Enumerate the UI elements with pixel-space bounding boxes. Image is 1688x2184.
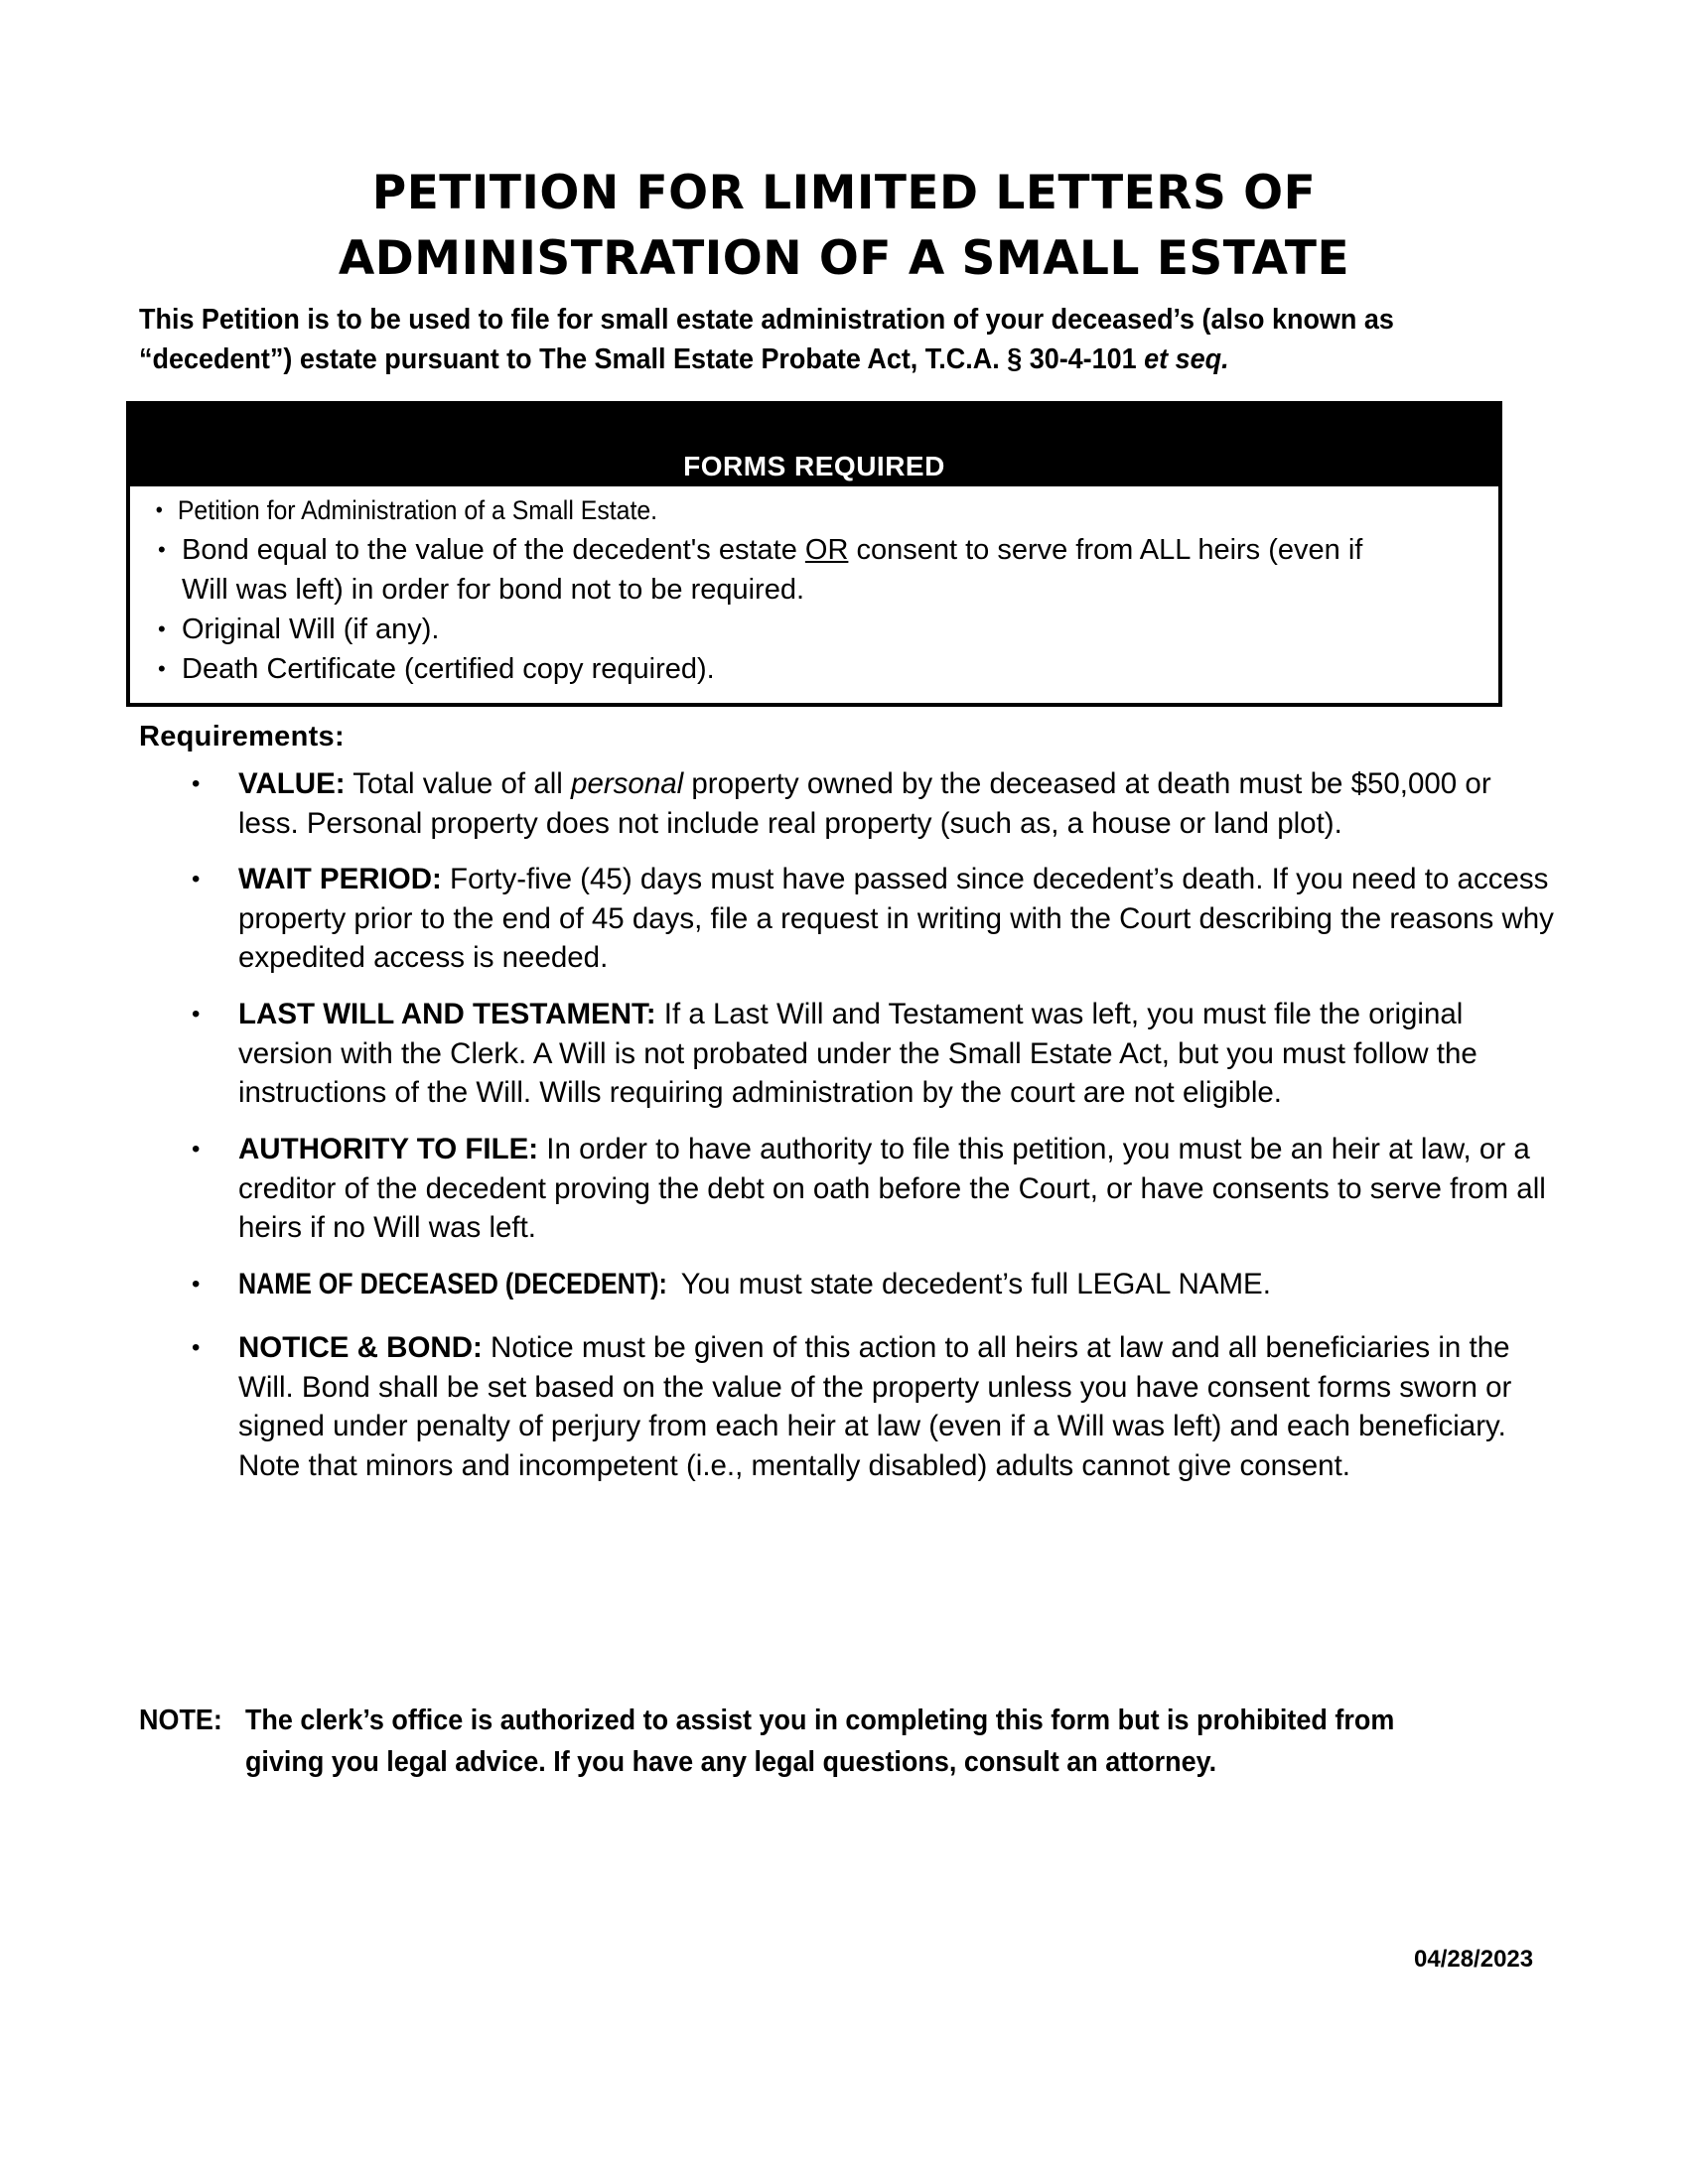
requirements-heading: Requirements:	[139, 721, 345, 752]
bullet-icon: •	[192, 770, 201, 797]
forms-item: • Petition for Administration of a Small Estate.	[130, 490, 1311, 530]
forms-required-header	[130, 405, 1498, 486]
requirement-wait-period: • WAIT PERIOD: Forty-five (45) days must have passed since decedent’s death. If you need to access property prior to the end of 45 days, file a request in writing with the Court describing the reasons why expedited access is needed.	[238, 860, 1559, 978]
title-line-1: PETITION FOR LIMITED LETTERS OF	[371, 166, 1317, 220]
intro-text: This Petition is to be used to file for small estate administration of your deceased’s (also known as “decedent”) estate pursuant to The Small Estate Probate Act, T.C.A. § 30-4-101	[139, 304, 1394, 375]
forms-item: • Death Certificate (certified copy required).	[130, 649, 1413, 689]
forms-required-title: FORMS REQUIRED	[683, 451, 945, 481]
forms-required-list	[130, 486, 1498, 689]
bullet-icon: •	[192, 866, 201, 892]
forms-required-box	[126, 401, 1502, 707]
intro-italic: et seq.	[1144, 343, 1229, 375]
bullet-icon: •	[158, 537, 166, 562]
requirement-authority: • AUTHORITY TO FILE: In order to have authority to file this petition, you must be an heir at law, or a creditor of the decedent proving the debt on oath before the Court, or have consents to serve from all heirs if no Will was left.	[238, 1130, 1559, 1248]
bullet-icon: •	[158, 616, 166, 641]
forms-item: • Original Will (if any).	[130, 610, 1413, 649]
bullet-icon: •	[155, 497, 163, 522]
bullet-icon: •	[192, 1136, 201, 1162]
bullet-icon: •	[158, 656, 166, 681]
title-line-2: ADMINISTRATION OF A SMALL ESTATE	[338, 231, 1350, 286]
page-title	[0, 161, 1688, 292]
bullet-icon: •	[192, 1001, 201, 1027]
note-label: NOTE:	[139, 1705, 222, 1736]
note-text: The clerk’s office is authorized to assist you in completing this form but is prohibited from giving you legal advice. If you have any legal questions, consult an attorney.	[244, 1705, 1395, 1778]
intro-paragraph	[139, 300, 1469, 379]
forms-item: • Bond equal to the value of the decedent's estate OR consent to serve from ALL heirs (even if Will was left) in order for bond not to be required.	[130, 530, 1413, 610]
bullet-icon: •	[192, 1334, 201, 1361]
requirement-name-of-deceased: • NAME OF DECEASED (DECEDENT): You must state decedent’s full LEGAL NAME.	[238, 1265, 1559, 1304]
requirement-value: • VALUE: Total value of all personal property owned by the deceased at death must be $50,000 or less. Personal property does not include real property (such as, a house or land plot).	[238, 764, 1559, 843]
bullet-icon: •	[192, 1271, 201, 1297]
requirement-notice-bond: • NOTICE & BOND: Notice must be given of this action to all heirs at law and all beneficiaries in the Will. Bond shall be set based on the value of the property unless you have consent forms sworn or signed under penalty of perjury from each heir at law (even if a Will was left) and each beneficiary. Note that minors and incompetent (i.e., mentally disabled) adults cannot give consent.	[238, 1328, 1559, 1485]
requirement-last-will: • LAST WILL AND TESTAMENT: If a Last Will and Testament was left, you must file the original version with the Clerk. A Will is not probated under the Small Estate Act, but you must follow the instructions of the Will. Wills requiring administration by the court are not eligible.	[238, 995, 1559, 1113]
revision-date: 04/28/2023	[1414, 1946, 1534, 1973]
